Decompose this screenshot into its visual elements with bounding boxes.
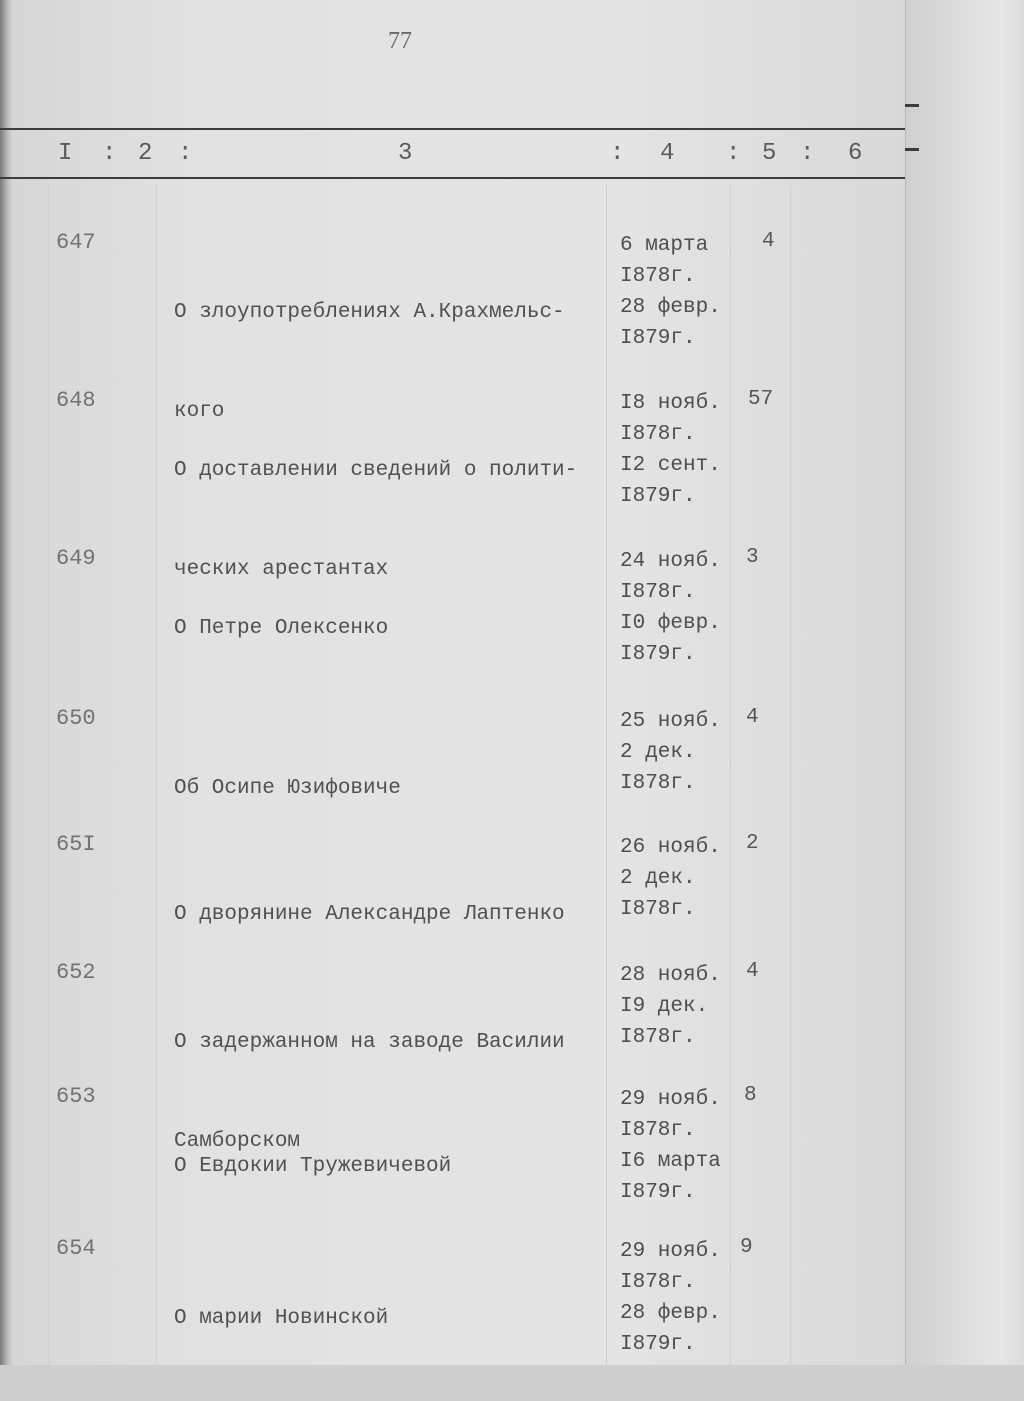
date-line: I9 дек. [620,995,709,1018]
column-separator: : [726,140,741,167]
date-line: I878г. [620,898,696,921]
date-line: I878г. [620,1026,696,1049]
case-number: 647 [56,230,96,255]
column-header-1: I [58,140,73,167]
date-line: I879г. [620,327,696,350]
date-line: I879г. [620,1333,696,1356]
date-line: I878г. [620,1271,696,1294]
column-rule [48,185,49,1365]
case-title-line: Самборском [174,1130,301,1153]
sheet-count: 8 [744,1084,757,1107]
case-number: 648 [56,388,96,413]
date-line: I6 марта [620,1150,721,1173]
case-number: 652 [56,960,96,985]
date-line: I2 сент. [620,454,721,477]
case-title-line: кого [174,400,225,423]
column-header-6: 6 [848,140,863,167]
sheet-count: 4 [762,230,775,253]
case-number: 653 [56,1084,96,1109]
margin-tick [905,104,919,107]
case-dates [620,706,721,799]
case-dates [620,388,721,512]
date-line: 2 дек. [620,867,696,890]
column-header-3: 3 [398,140,413,167]
folded-page-edge [905,0,1024,1365]
date-line: 2 дек. [620,741,696,764]
date-line: I878г. [620,265,696,288]
date-line: I8 нояб. [620,392,721,415]
date-line: I0 февр. [620,612,721,635]
case-title [174,546,388,711]
column-header-5: 5 [762,140,777,167]
case-title-line: О злоупотреблениях А.Крахмельс- [174,301,565,324]
column-header-2: 2 [138,140,153,167]
case-number: 65I [56,832,96,857]
sheet-count: 3 [746,546,759,569]
sheet-count: 4 [746,960,759,983]
case-title-line: Об Осипе Юзифовиче [174,777,401,800]
date-line: 24 нояб. [620,550,721,573]
case-number: 650 [56,706,96,731]
date-line: 28 февр. [620,1302,721,1325]
date-line: I878г. [620,581,696,604]
date-line: 28 февр. [620,296,721,319]
case-dates [620,546,721,670]
case-title [174,1236,388,1401]
case-dates [620,230,721,354]
sheet-count: 2 [746,832,759,855]
column-separator: : [102,140,117,167]
binding-shadow [0,0,12,1365]
case-title-line: О Петре Олексенко [174,617,389,640]
column-rule [790,185,791,1365]
date-line: I879г. [620,643,696,666]
date-line: 29 нояб. [620,1240,721,1263]
date-line: 25 нояб. [620,710,721,733]
margin-tick [905,148,919,151]
sheet-count: 4 [746,706,759,729]
case-dates [620,1236,721,1360]
case-number: 654 [56,1236,96,1261]
column-rule [606,185,607,1365]
header-bottom-rule [0,177,905,179]
column-separator: : [610,140,625,167]
date-line: 29 нояб. [620,1088,721,1111]
column-separator: : [178,140,193,167]
page-number: 77 [388,28,412,54]
column-separator: : [800,140,815,167]
date-line: I879г. [620,485,696,508]
column-header-4: 4 [660,140,675,167]
case-dates [620,960,721,1053]
date-line: 28 нояб. [620,964,721,987]
sheet-count: 9 [740,1236,753,1259]
date-line: I878г. [620,423,696,446]
case-title-line: О Евдокии Тружевичевой [174,1155,452,1178]
case-title-line: О доставлении сведений о полити- [174,459,578,482]
date-line: 6 марта [620,234,709,257]
case-title-line: О марии Новинской [174,1307,389,1330]
column-rule [156,185,157,1365]
sheet-count: 57 [748,388,774,411]
column-rule [730,185,731,1365]
header-top-rule [0,128,905,130]
case-number: 649 [56,546,96,571]
date-line: 26 нояб. [620,836,721,859]
case-title [174,1084,451,1249]
date-line: I878г. [620,1119,696,1142]
case-dates [620,1084,721,1208]
case-title-line: О задержанном на заводе Василии [174,1031,565,1054]
case-title-line: ческих арестантах [174,558,389,581]
date-line: I878г. [620,772,696,795]
case-title-line: О дворянине Александре Лаптенко [174,903,565,926]
date-line: I879г. [620,1181,696,1204]
case-dates [620,832,721,925]
